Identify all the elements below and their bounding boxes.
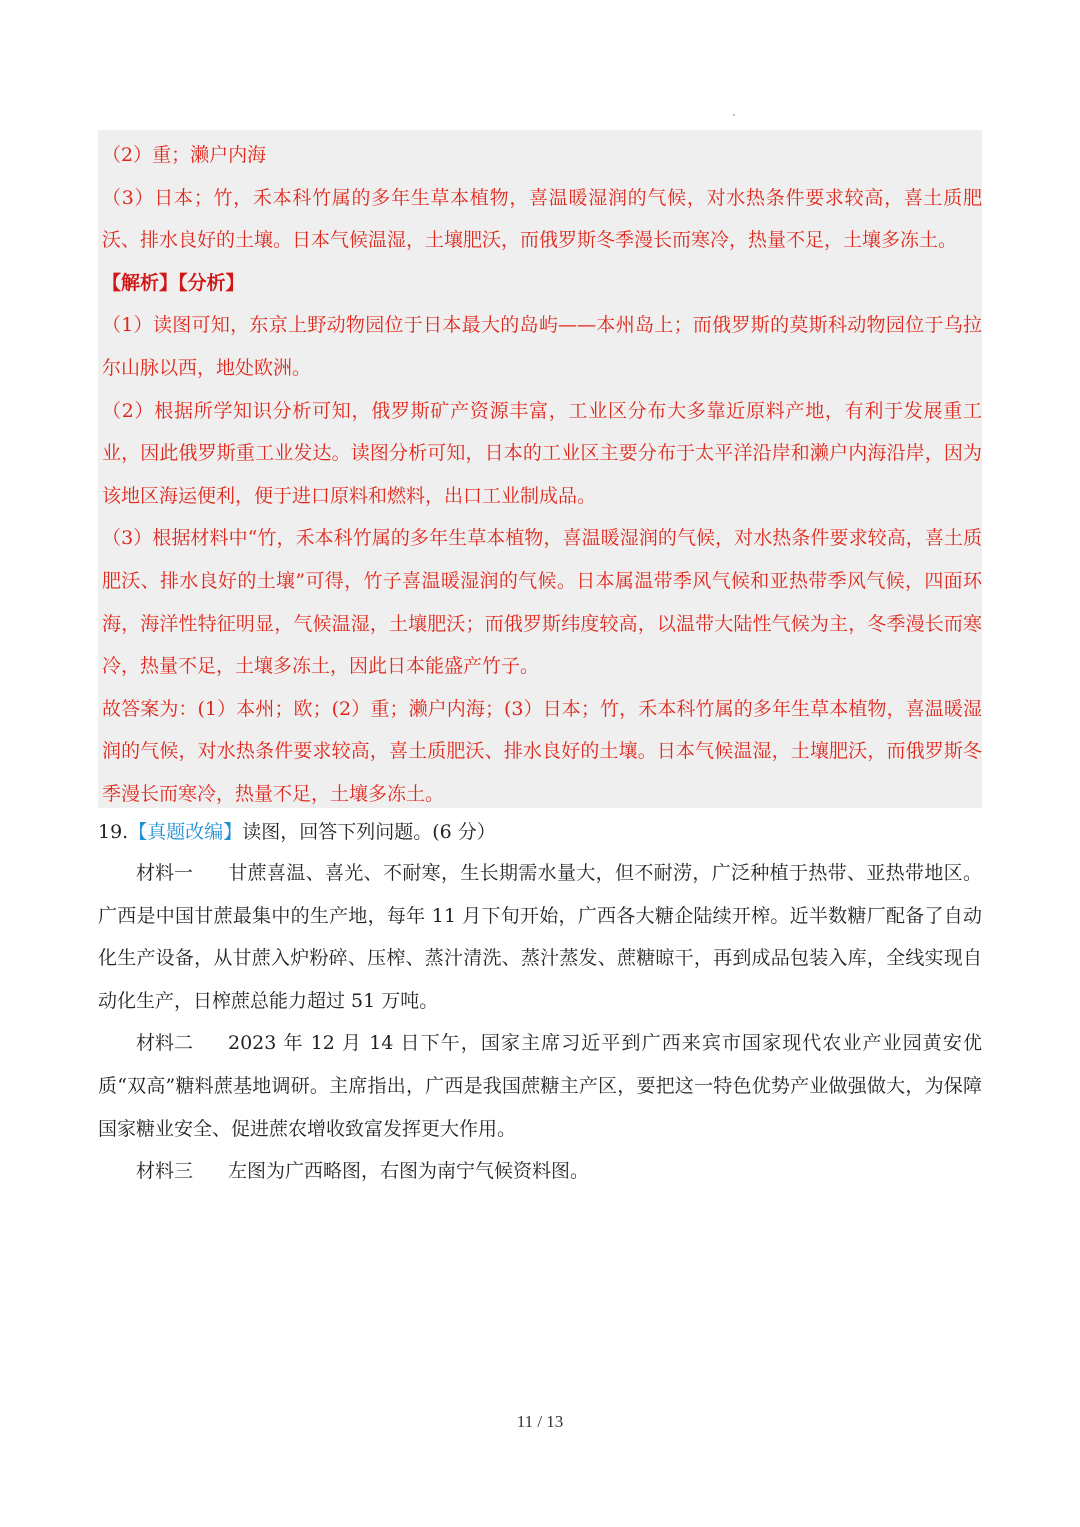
material-2: [98, 1022, 982, 1150]
analysis-paragraph-3: （3）根据材料中“竹，禾本科竹属的多年生草本植物，喜温暖湿润的气候，对水热条件要求较高，喜土质肥沃、排水良好的土壤”可得，竹子喜温暖湿润的气候。日本属温带季风气候和亚热带季风气候，四面环海，海洋性特征明显，气候温湿，土壤肥沃；而俄罗斯纬度较高，以温带大陆性气候为主，冬季漫长而寒冷，热量不足，土壤多冻土，因此日本能盛产竹子。: [102, 527, 982, 678]
material-text: 甘蔗喜温、喜光、不耐寒，生长期需水量大，但不耐涝，广泛种植于热带、亚热带地区。广西是中国甘蔗最集中的生产地，每年 11 月下旬开始，广西各大糖企陆续开榨。近半数糖厂配备了自动化生产设备，从甘蔗入炉粉碎、压榨、蒸汁清洗、蒸汁蒸发、蔗糖晾干，再到成品包装入库，全线实现自动化生产，日榨蔗总能力超过 51 万吨。: [98, 862, 982, 1012]
material-text: 左图为广西略图，右图为南宁气候资料图。: [228, 1160, 590, 1183]
analysis-conclusion: 故答案为：(1）本州；欧；(2）重；濑户内海；(3）日本；竹，禾本科竹属的多年生草本植物，喜温暖湿润的气候，对水热条件要求较高，喜土质肥沃、排水良好的土壤。日本气候温湿，土壤肥沃，而俄罗斯冬季漫长而寒冷，热量不足，土壤多冻土。: [102, 697, 982, 805]
material-3: [98, 1150, 982, 1193]
question-source-tag: 【真题改编】: [128, 821, 243, 843]
analysis-paragraph-1: （1）读图可知，东京上野动物园位于日本最大的岛屿——本州岛上；而俄罗斯的莫斯科动物园位于乌拉尔山脉以西，地处欧洲。: [102, 314, 982, 379]
question-19: [98, 812, 982, 1193]
page-number: 11 / 13: [516, 1412, 564, 1431]
material-label: 材料三: [136, 1160, 194, 1183]
analysis-paragraph-2: （2）根据所学知识分析可知，俄罗斯矿产资源丰富，工业区分布大多靠近原料产地，有利于发展重工业，因此俄罗斯重工业发达。读图分析可知，日本的工业区主要分布于太平洋沿岸和濑户内海沿岸，因为该地区海运便利，便于进口原料和燃料，出口工业制成品。: [102, 399, 982, 507]
question-prompt: 读图，回答下列问题。(6 分）: [242, 821, 496, 843]
stray-dot: [733, 114, 735, 116]
material-text: 2023 年 12 月 14 日下午，国家主席习近平到广西来宾市国家现代农业产业园黄安优质“双高”糖料蔗基地调研。主席指出，广西是我国蔗糖主产区，要把这一特色优势产业做强做大，为保障国家糖业安全、促进蔗农增收致富发挥更大作用。: [98, 1032, 982, 1140]
answer-line-3: （3）日本；竹，禾本科竹属的多年生草本植物，喜温暖湿润的气候，对水热条件要求较高，喜土质肥沃、排水良好的土壤。日本气候温湿，土壤肥沃，而俄罗斯冬季漫长而寒冷，热量不足，土壤多冻土。: [102, 186, 982, 252]
analysis-heading: 【解析】【分析】: [102, 271, 245, 294]
material-label: 材料一: [136, 862, 194, 884]
material-label: 材料二: [136, 1032, 194, 1055]
answer-line-2: （2）重；濑户内海: [102, 144, 267, 166]
answer-analysis-block: [98, 130, 982, 808]
material-1: [98, 852, 982, 1022]
question-header: [98, 812, 982, 852]
question-number: 19.: [98, 821, 129, 843]
